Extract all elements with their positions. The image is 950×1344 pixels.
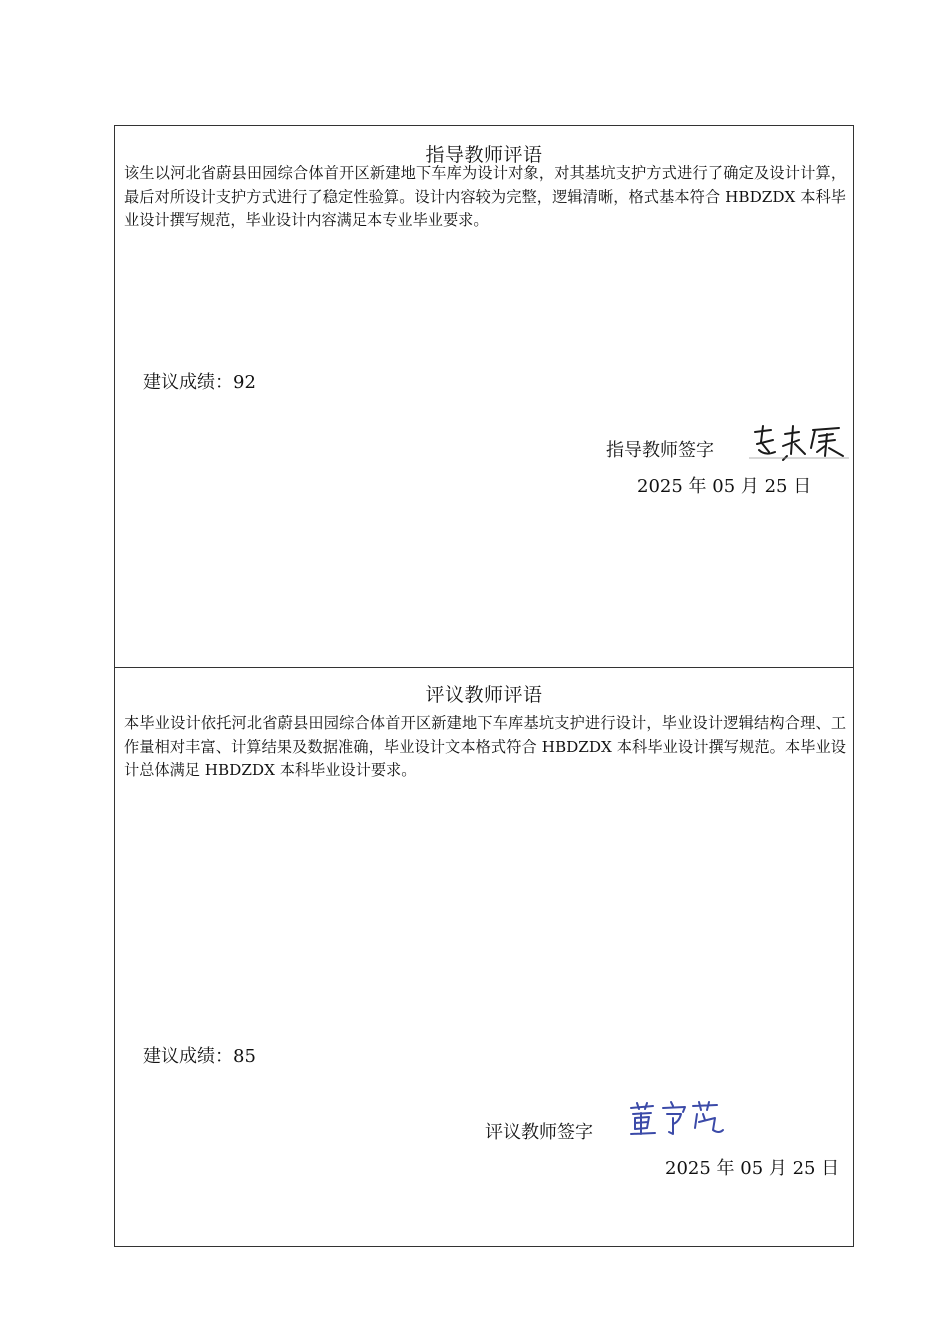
reviewer-signature-label: 评议教师签字 [485,1122,593,1143]
reviewer-signature [627,1100,727,1140]
advisor-signature [749,422,849,462]
advisor-date: 2025 年 05 月 25 日 [637,476,812,497]
advisor-section [115,126,853,668]
reviewer-date: 2025 年 05 月 25 日 [665,1158,840,1179]
reviewer-comment: 本毕业设计依托河北省蔚县田园综合体首开区新建地下车库基坑支护进行设计，毕业设计逻辑结构合理、工作量相对丰富、计算结果及数据准确，毕业设计文本格式符合 HBDZDX 本科毕业设计撰写规范。本毕业设计总体满足 HBDZDX 本科毕业设计要求。 [124,714,846,779]
advisor-title: 指导教师评语 [425,144,543,166]
reviewer-title: 评议教师评语 [425,684,543,706]
advisor-signature-label: 指导教师签字 [606,440,714,461]
advisor-grade: 建议成绩：92 [143,372,256,393]
advisor-comment: 该生以河北省蔚县田园综合体首开区新建地下车库为设计对象，对其基坑支护方式进行了确定及设计计算，最后对所设计支护方式进行了稳定性验算。设计内容较为完整，逻辑清晰，格式基本符合 HBDZDX 本科毕业设计撰写规范，毕业设计内容满足本专业毕业要求。 [124,164,846,229]
evaluation-form [114,125,854,1247]
reviewer-grade: 建议成绩：85 [143,1046,256,1067]
reviewer-section [115,668,853,1248]
